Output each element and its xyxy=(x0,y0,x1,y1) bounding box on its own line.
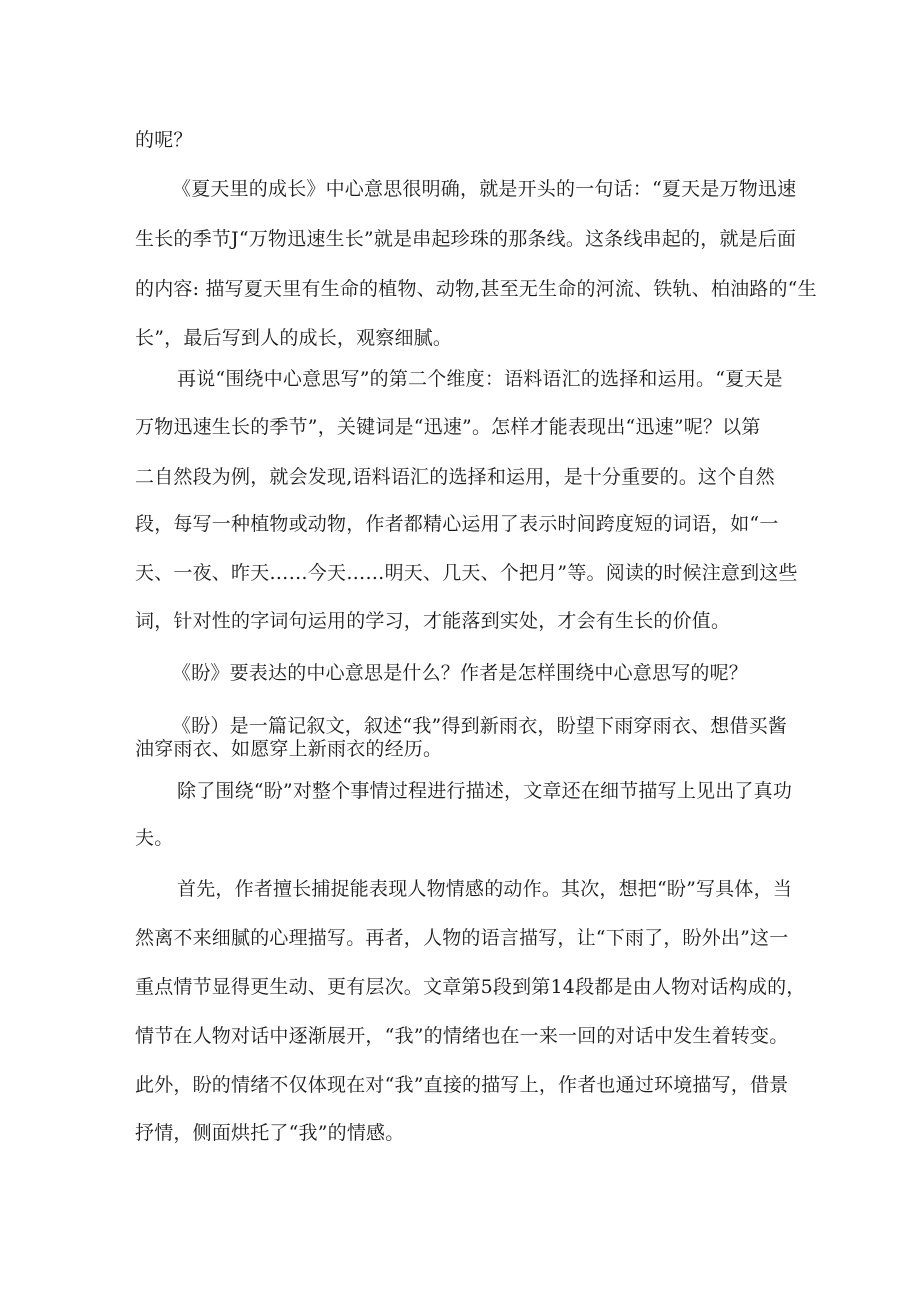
text-line: 天、一夜、昨天……今天……明天、几天、个把月”等。阅读的时候注意到这些 xyxy=(135,562,798,584)
text-line: 《盼）是一篇记叙文，叙述“我”得到新雨衣，盼望下雨穿雨衣、想借买酱 xyxy=(172,715,788,737)
text-line: 首先，作者擅长捕捉能表现人物情感的动作。其次，想把“盼”写具体，当 xyxy=(177,878,793,900)
text-line: 再说“围绕中心意思写”的第二个维度：语料语汇的选择和运用。“夏天是 xyxy=(177,368,783,390)
text-line: 重点情节显得更生动、更有层次。文章第5段到第14段都是由人物对话构成的， xyxy=(135,976,806,998)
text-line: 夫。 xyxy=(135,827,174,849)
text-line: 的内容: 描写夏天里有生命的植物、动物,甚至无生命的河流、铁轨、柏油路的“生 xyxy=(135,278,817,300)
text-line: 万物迅速生长的季节”，关键词是“迅速”。怎样才能表现出“迅速”呢？以第 xyxy=(135,416,761,438)
text-line: 长”，最后写到人的成长，观察细腻。 xyxy=(135,327,453,349)
text-line: 词，针对性的字词句运用的学习，才能落到实处，才会有生长的价值。 xyxy=(135,610,731,632)
text-line: 《夏天里的成长》中心意思很明确，就是开头的一句话：“夏天是万物迅速 xyxy=(172,178,797,200)
text-line: 然离不来细腻的心理描写。再者，人物的语言描写，让“下雨了，盼外出”这一 xyxy=(135,927,789,949)
text-line: 此外，盼的情绪不仅体现在对“我”直接的描写上，作者也通过环境描写，借景 xyxy=(135,1074,789,1096)
text-line: 的呢？ xyxy=(135,129,193,151)
text-line: 二自然段为例，就会发现,语料语汇的选择和运用，是十分重要的。这个自然 xyxy=(135,466,775,488)
text-line: 段，每写一种植物或动物，作者都精心运用了表示时间跨度短的词语，如“一 xyxy=(135,513,779,535)
text-line: 除了围绕“盼”对整个事情过程进行描述，文章还在细节描写上见出了真功 xyxy=(177,780,793,802)
text-line: 情节在人物对话中逐渐展开，“我”的情绪也在一来一回的对话中发生着转变。 xyxy=(135,1025,789,1047)
text-line: 《盼》要表达的中心意思是什么？作者是怎样围绕中心意思写的呢？ xyxy=(172,662,749,684)
text-line: 生长的季节J“万物迅速生长”就是串起珍珠的那条线。这条线串起的，就是后面 xyxy=(135,228,797,250)
text-line: 抒情，侧面烘托了“我”的情感。 xyxy=(135,1122,405,1144)
text-line: 油穿雨衣、如愿穿上新雨衣的经历。 xyxy=(135,738,443,760)
